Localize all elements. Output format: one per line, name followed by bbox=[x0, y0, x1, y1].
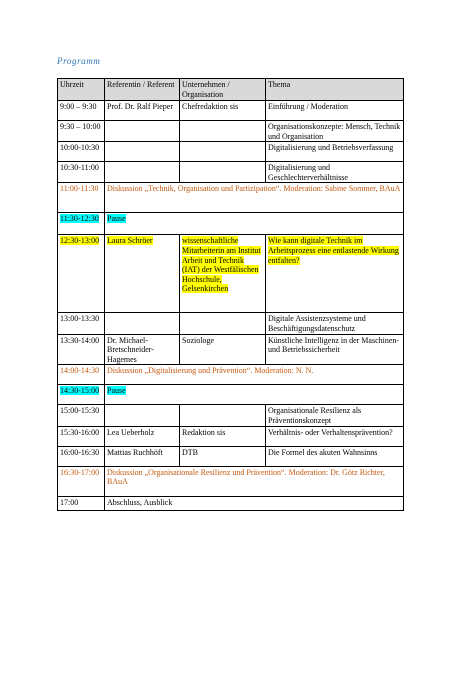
cell-organisation bbox=[180, 426, 266, 446]
cell-speaker bbox=[105, 334, 180, 365]
discussion-text: Diskussion „Technik, Organisation und Partizipation“. Moderation: Sabine Sommer, BAuA bbox=[107, 184, 401, 194]
topic-text: Digitalisierung und Betriebsverfassung bbox=[268, 143, 394, 153]
cell-time bbox=[58, 162, 105, 183]
cell-pause bbox=[105, 213, 404, 235]
cell-speaker bbox=[105, 162, 180, 183]
column-header-speaker: Referentin / Referent bbox=[105, 79, 180, 101]
discussion-text: Diskussion „Digitalisierung und Prävention“. Moderation: N. N. bbox=[107, 366, 314, 376]
time-text: 9:30 – 10:00 bbox=[60, 122, 101, 131]
cell-organisation bbox=[180, 235, 266, 313]
cell-topic bbox=[266, 162, 404, 183]
column-header-topic: Thema bbox=[266, 79, 404, 101]
ref-text: Mattias Ruchhöft bbox=[107, 447, 163, 457]
cell-discussion bbox=[105, 183, 404, 213]
table-row bbox=[58, 405, 404, 426]
cell-discussion bbox=[105, 466, 404, 496]
org-text: Redaktion sis bbox=[182, 427, 226, 437]
table-row bbox=[58, 446, 404, 466]
org-text: wissenschaftliche Mitarbeiterin am Institut Arbeit und Technik (IAT) der Westfälischen Hochschule, Gelsenkirchen bbox=[182, 236, 261, 294]
time-text: 13:30-14:00 bbox=[60, 335, 100, 345]
column-header-organisation: Unternehmen / Organisation bbox=[180, 79, 266, 101]
cell-organisation bbox=[180, 446, 266, 466]
ref-text: Dr. Michael-Bretschneider-Hagemes bbox=[107, 335, 154, 364]
time-text: 15:00-15:30 bbox=[60, 406, 100, 416]
time-text: 14:00-14:30 bbox=[60, 366, 100, 376]
cell-speaker bbox=[105, 446, 180, 466]
cell-organisation bbox=[180, 162, 266, 183]
table-row bbox=[58, 162, 404, 183]
cell-organisation bbox=[180, 101, 266, 121]
cell-topic bbox=[266, 446, 404, 466]
pause-text: Pause bbox=[107, 214, 126, 224]
pause-text: Pause bbox=[107, 386, 126, 396]
cell-time bbox=[58, 405, 105, 426]
program-table bbox=[57, 78, 404, 511]
cell-organisation bbox=[180, 334, 266, 365]
cell-time bbox=[58, 466, 105, 496]
time-text: 16:30-17:00 bbox=[60, 467, 100, 477]
time-text: 9:00 – 9:30 bbox=[60, 102, 97, 111]
topic-text: Die Formel des akuten Wahnsinns bbox=[268, 447, 378, 457]
cell-organisation bbox=[180, 121, 266, 142]
cell-speaker bbox=[105, 313, 180, 334]
time-text: 14:30-15:00 bbox=[60, 386, 100, 396]
cell-organisation bbox=[180, 313, 266, 334]
cell-speaker bbox=[105, 142, 180, 162]
ref-text: Lea Ueberholz bbox=[107, 427, 155, 437]
ref-text: Prof. Dr. Ralf Pieper bbox=[107, 102, 173, 111]
topic-text: Einführung / Moderation bbox=[268, 102, 348, 111]
topic-text: Digitalisierung und Geschlechterverhältnisse bbox=[268, 163, 348, 182]
table-row bbox=[58, 213, 404, 235]
cell-topic bbox=[266, 334, 404, 365]
cell-closing bbox=[105, 496, 404, 510]
cell-time bbox=[58, 101, 105, 121]
time-text: 12:30-13:00 bbox=[60, 236, 100, 246]
time-text: 17:00 bbox=[60, 497, 79, 507]
cell-topic bbox=[266, 121, 404, 142]
cell-time bbox=[58, 183, 105, 213]
org-text: DTB bbox=[182, 447, 198, 457]
cell-topic bbox=[266, 101, 404, 121]
time-text: 11:30-12:30 bbox=[60, 214, 99, 224]
table-header-row bbox=[58, 79, 404, 101]
topic-text: Organisationskonzepte: Mensch, Technik und Organisation bbox=[268, 122, 401, 141]
cell-time bbox=[58, 142, 105, 162]
cell-discussion bbox=[105, 365, 404, 385]
time-text: 13:00-13:30 bbox=[60, 314, 100, 324]
time-text: 11:00-11:30 bbox=[60, 184, 99, 194]
cell-time bbox=[58, 446, 105, 466]
table-row bbox=[58, 426, 404, 446]
time-text: 10:00-10:30 bbox=[60, 143, 100, 153]
cell-time bbox=[58, 334, 105, 365]
closing-text: Abschluss, Ausblick bbox=[107, 497, 173, 507]
topic-text: Künstliche Intelligenz in der Maschinen- und Betriebssicherheit bbox=[268, 335, 400, 355]
cell-topic bbox=[266, 426, 404, 446]
cell-time bbox=[58, 496, 105, 510]
cell-organisation bbox=[180, 405, 266, 426]
table-row bbox=[58, 313, 404, 334]
org-text: Chefredaktion sis bbox=[182, 102, 239, 111]
cell-speaker bbox=[105, 121, 180, 142]
cell-speaker bbox=[105, 101, 180, 121]
time-text: 16:00-16:30 bbox=[60, 447, 100, 457]
cell-time bbox=[58, 365, 105, 385]
table-row bbox=[58, 235, 404, 313]
table-row bbox=[58, 183, 404, 213]
table-row bbox=[58, 365, 404, 385]
cell-topic bbox=[266, 313, 404, 334]
table-row bbox=[58, 101, 404, 121]
cell-topic bbox=[266, 235, 404, 313]
cell-time bbox=[58, 235, 105, 313]
cell-time bbox=[58, 121, 105, 142]
topic-text: Digitale Assistenzsysteme und Beschäftigungsdatenschutz bbox=[268, 314, 366, 333]
time-text: 15:30-16:00 bbox=[60, 427, 100, 437]
cell-pause bbox=[105, 385, 404, 405]
cell-time bbox=[58, 313, 105, 334]
table-row bbox=[58, 121, 404, 142]
org-text: Soziologe bbox=[182, 335, 214, 345]
cell-speaker bbox=[105, 426, 180, 446]
table-row bbox=[58, 496, 404, 510]
cell-time bbox=[58, 426, 105, 446]
cell-topic bbox=[266, 142, 404, 162]
cell-speaker bbox=[105, 405, 180, 426]
topic-text: Verhältnis- oder Verhaltensprävention? bbox=[268, 427, 393, 437]
program-table-body bbox=[58, 101, 404, 511]
cell-organisation bbox=[180, 142, 266, 162]
table-row bbox=[58, 385, 404, 405]
cell-time bbox=[58, 213, 105, 235]
cell-speaker bbox=[105, 235, 180, 313]
topic-text: Wie kann digitale Technik im Arbeitsprozess eine entlastende Wirkung entfalten? bbox=[268, 236, 399, 265]
cell-time bbox=[58, 385, 105, 405]
discussion-text: Diskussion „Organisationale Resilienz und Prävention“. Moderation: Dr. Götz Richter, BAuA bbox=[107, 467, 385, 487]
column-header-time: Uhrzeit bbox=[58, 79, 105, 101]
table-row bbox=[58, 142, 404, 162]
ref-text: Laura Schröer bbox=[107, 236, 153, 246]
table-row bbox=[58, 334, 404, 365]
time-text: 10:30-11:00 bbox=[60, 163, 99, 173]
table-row bbox=[58, 466, 404, 496]
cell-topic bbox=[266, 405, 404, 426]
topic-text: Organisationale Resilienz als Präventionskonzept bbox=[268, 406, 362, 425]
page-heading: Programm bbox=[57, 56, 101, 66]
